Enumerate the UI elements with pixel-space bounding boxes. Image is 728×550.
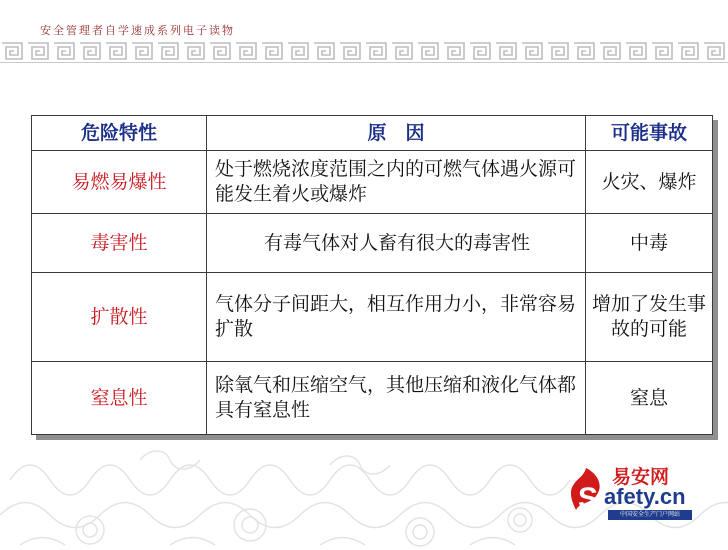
table-row — [32, 362, 713, 435]
property-cell: 毒害性 — [32, 214, 207, 273]
header-title: 安全管理者自学速成系列电子读物 — [40, 24, 235, 37]
logo-mark-letter: S — [578, 482, 599, 515]
accident-cell: 中毒 — [586, 214, 713, 273]
table-row — [32, 151, 713, 214]
site-logo — [560, 462, 698, 522]
property-cell: 扩散性 — [32, 273, 207, 362]
cause-cell: 处于燃烧浓度范围之内的可燃气体遇火源可能发生着火或爆炸 — [207, 151, 586, 214]
fret-border-pattern — [0, 40, 728, 62]
table-row — [32, 214, 713, 273]
property-cell: 易燃易爆性 — [32, 151, 207, 214]
cause-cell: 除氧气和压缩空气，其他压缩和液化气体都具有窒息性 — [207, 362, 586, 435]
table-header-row — [32, 116, 713, 151]
table-row — [32, 273, 713, 362]
accident-cell: 火灾、爆炸 — [586, 151, 713, 214]
header-property: 危险特性 — [32, 116, 207, 151]
hazard-table — [31, 115, 713, 435]
accident-cell: 窒息 — [586, 362, 713, 435]
logo-subtitle: 中国安全生产门户网站 — [608, 510, 692, 520]
cause-cell: 气体分子间距大，相互作用力小，非常容易扩散 — [207, 273, 586, 362]
logo-english-name: afety.cn — [604, 484, 686, 509]
logo-chinese-name: 易安网 — [612, 466, 670, 488]
header-rule — [0, 62, 728, 63]
property-cell: 窒息性 — [32, 362, 207, 435]
hazard-table-container — [31, 115, 713, 435]
safety-logo-icon — [566, 466, 606, 516]
cause-cell: 有毒气体对人畜有很大的毒害性 — [207, 214, 586, 273]
header-accident: 可能事故 — [586, 116, 713, 151]
accident-cell: 增加了发生事故的可能 — [586, 273, 713, 362]
header-cause: 原 因 — [207, 116, 586, 151]
